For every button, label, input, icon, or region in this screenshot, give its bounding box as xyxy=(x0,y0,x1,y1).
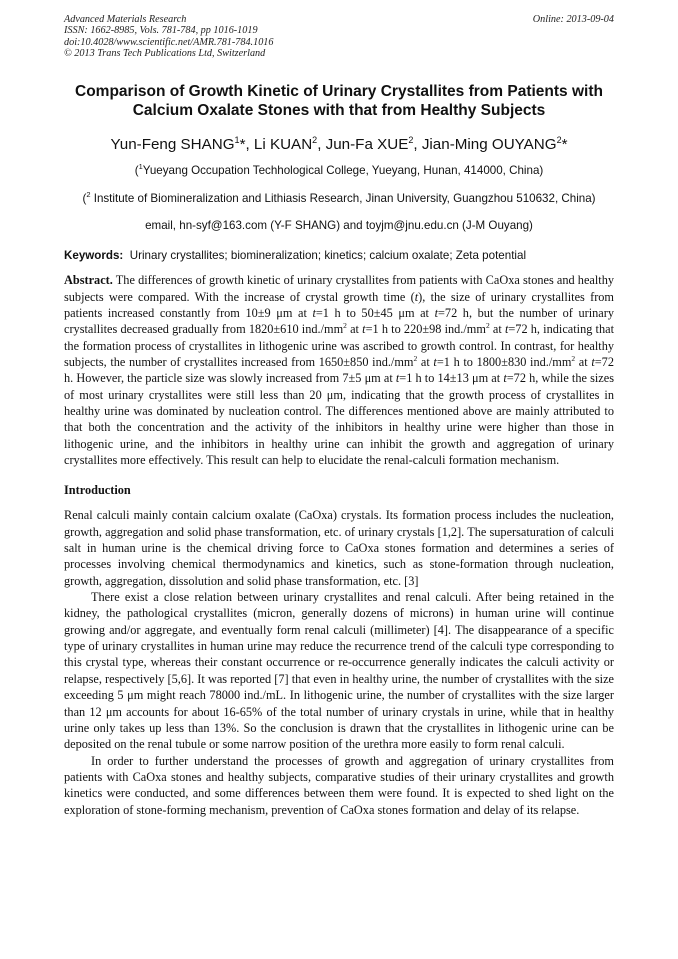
journal-header xyxy=(64,14,614,60)
keywords-text: Urinary crystallites; biomineralization; kinetics; calcium oxalate; Zeta potential xyxy=(129,249,527,263)
intro-paragraph-1: Renal calculi mainly contain calcium oxalate (CaOxa) crystals. Its formation process includes the nucleation, growth, aggregation and solid phase transformation, etc. of urinary crystals [1,2]. The supersaturation of calculi salt in human urine is the chemical driving force to CaOxa stones formation and determines a series of processes involving chemical thermodynamics and kinetics, such as stone-formation through nucleation, growth, aggregation, dissolution and solid phase transformation, etc. [3] xyxy=(64,508,614,588)
title-line-1: Comparison of Growth Kinetic of Urinary Crystallites from Patients with xyxy=(75,82,603,100)
affiliation-2: ($^2$ Institute of Biomineralization and Lithiasis Research, Jinan University, Guangzhou 510632, China) xyxy=(82,189,596,205)
copyright-line: © 2013 Trans Tech Publications Ltd, Switzerland xyxy=(64,48,266,60)
author: Li KUAN$^2$, xyxy=(253,134,326,153)
issn-line: ISSN: 1662-8985, Vols. 781-784, pp 1016-1019 xyxy=(64,25,258,37)
author-list xyxy=(64,129,614,156)
doi-line: doi:10.4028/www.scientific.net/AMR.781-784.1016 xyxy=(64,36,274,48)
author: Jian-Ming OUYANG$^2$* xyxy=(421,134,568,153)
keywords xyxy=(64,248,614,263)
author: Jun-Fa XUE$^2$, xyxy=(325,134,422,153)
intro-paragraph-2: There exist a close relation between urinary crystallites and renal calculi. After being retained in the kidney, the pathological crystallites (micron, generally dozens of microns) in human urine will continue growing and/or aggregate, and eventually form renal calculi (millimeter) [4]. The disappearance of a specific type of urinary crystallites in human urine may reduce the recurrence trend of the calculi type corresponding to this crystal type, whereas their constant occurrence or re-occurrence generally indicates the calculi activity or relapse, respectively [5,6]. It was reported [7] that even in healthy urine, the number of crystallites with the size exceeding 5 μm might reach 78000 ind./mL. In lithogenic urine, the number of crystallites with the size larger than 12 μm accounts for about 16-65% of the total number of urinary crystals in urine, while that in healthy urine only takes up less than 13%. So the conclusion is drawn that the crystallites in lithogenic urine can be deposited on the renal tubule or some narrow position of the urethra more easily to form renal calculi. xyxy=(64,590,614,752)
contact-emails: email, hn-syf@163.com (Y-F SHANG) and toyjm@jnu.edu.cn (J-M Ouyang) xyxy=(145,219,533,233)
journal-name: Advanced Materials Research xyxy=(64,14,187,25)
paper-title xyxy=(64,82,614,121)
title-line-2: Calcium Oxalate Stones with that from Healthy Subjects xyxy=(132,102,546,120)
abstract-label: Abstract. xyxy=(64,273,113,288)
affiliation-1: ($^1$Yueyang Occupation Techhological College, Yueyang, Hunan, 414000, China) xyxy=(134,161,544,177)
online-date: Online: 2013-09-04 xyxy=(532,14,614,25)
author: Yun-Feng SHANG$^1$*, xyxy=(110,134,254,153)
abstract xyxy=(64,272,614,468)
abstract-body: The differences of growth kinetic of urinary crystallites from patients with CaOxa stones and healthy subjects were compared. With the increase of crystal growth time (t), the size of urinary crystallites from patients increased constantly from 10±9 μm at t=1 h to 50±45 μm at t=72 h, but the number of urinary crystallites decreased gradually from 1820±610 $ind./mm^2$ at t=1 h to 220±98 $ind./mm^2$ at t=72 h, indicating that the formation process of crystallites in lithogenic urine was ascribed to growth control. In contrast, for healthy subjects, the number of crystallites increased from 1650±850 $ind./mm^2$ at t=1 h to 1800±830 $ind./mm^2$ at t=72 h. However, the particle size was slowly increased from 7±5 μm at t=1 h to 14±13 μm at t=72 h, while the sizes of most urinary crystallites were still less than 20 μm, indicating that the growth process of crystallites in healthy urine was dominated by nucleation control. The differences mentioned above are mainly attributed to that both the concentration and the activity of the inhibitors in healthy urine were higher than those in lithogenic urine, and the inhibitors in healthy urine can inhibit the growth and aggregation of urinary crystallites more effectively. This result can help to elucidate the renal-calculi formation mechanism. xyxy=(64,273,615,468)
keywords-label: Keywords: xyxy=(64,249,124,263)
section-heading-introduction: Introduction xyxy=(64,483,131,498)
intro-paragraph-3: In order to further understand the processes of growth and aggregation of urinary crystallites from patients with CaOxa stones and healthy subjects, comparative studies of their urinary crystallites and growth kinetics were conducted, and some differences between them were found. It is expected to shed light on the exploration of stone-forming mechanism, prevention of CaOxa stones formation and delay of its relapse. xyxy=(64,753,614,817)
